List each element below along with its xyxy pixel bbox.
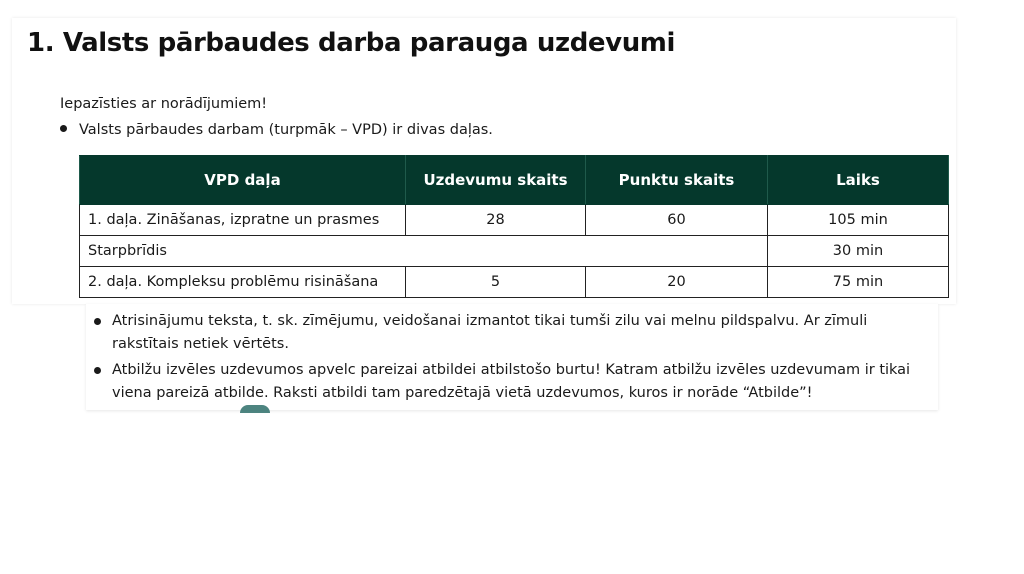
cell-points: 60 [586, 205, 768, 236]
cell-part: 1. daļa. Zināšanas, izpratne un prasmes [80, 205, 406, 236]
header-time: Laiks [768, 156, 949, 205]
page-title: 1. Valsts pārbaudes darba parauga uzdevumi [27, 28, 676, 58]
instruction-list [94, 310, 924, 408]
table-row [80, 267, 949, 298]
list-item: Atrisinājumu teksta, t. sk. zīmējumu, veidošanai izmantot tikai tumši zilu vai melnu pildspalvu. Ar zīmuli rakstītais netiek vērtēts. [94, 310, 924, 356]
cell-part: 2. daļa. Kompleksu problēmu risināšana [80, 267, 406, 298]
vpd-parts-table [79, 155, 949, 298]
cell-time: 30 min [768, 236, 949, 267]
cell-points: 20 [586, 267, 768, 298]
cell-part: Starpbrīdis [80, 236, 768, 267]
table-row [80, 236, 949, 267]
table-row [80, 205, 949, 236]
cell-time: 105 min [768, 205, 949, 236]
cell-tasks: 28 [406, 205, 586, 236]
bullet-text: Valsts pārbaudes darbam (turpmāk – VPD) ir divas daļas. [79, 122, 493, 138]
header-vpd-part: VPD daļa [80, 156, 406, 205]
header-task-count: Uzdevumu skaits [406, 156, 586, 205]
intro-text: Iepazīsties ar norādījumiem! [60, 96, 268, 112]
bullet-dot-icon [60, 125, 67, 132]
cell-time: 75 min [768, 267, 949, 298]
table-header-row [80, 156, 949, 205]
decorative-circle-icon [240, 405, 270, 413]
list-item: Atbilžu izvēles uzdevumos apvelc pareizai atbildei atbilstošo burtu! Katram atbilžu izvēles uzdevumam ir tikai viena pareizā atbilde. Raksti atbildi tam paredzētajā vietā uzdevumos, kuros ir norāde “Atbilde”! [94, 359, 924, 405]
bullet-item [60, 122, 493, 138]
cell-tasks: 5 [406, 267, 586, 298]
header-point-count: Punktu skaits [586, 156, 768, 205]
